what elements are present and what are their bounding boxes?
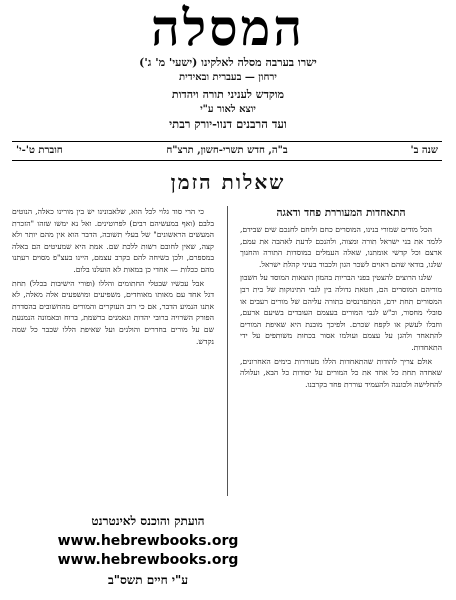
masthead-dedication: מוקדש לעניני תורה ויהדות: [171, 88, 285, 101]
masthead-title: המסלה: [151, 0, 305, 57]
masthead-publisher: יוצא לאור ע"י: [200, 104, 256, 115]
issue-number: חוברת ט'-י': [16, 145, 63, 156]
right-column: [240, 206, 442, 500]
issue-bar: [12, 141, 442, 161]
article-title: שאלות הזמן: [170, 170, 286, 194]
column-divider: [227, 206, 228, 496]
paragraph: אבל עכשיו שבטלי החתומים והללו (ופורי הישיבות בכלל) תחת דגל אחד עם מאותו מאוחדים, משפיעים ומושפעים אלה מאלה, לא אתנו הנמיע הדבר, אם כי רוב העוקרים והמורים מהחשובים בהסדרת הפורק השרויה ברובי יהדות ונאמנים ברשמת, ברוח ובאמונה הנמנעת שם על מורים בחדרים והולנים ועל שאיפת הללו שכבר כל שמה נקדש.: [12, 278, 214, 346]
masthead-rabbis: ועד הרבנים דנוו-יורק רבתי: [169, 117, 287, 131]
credit-line-1: הועתק והוכנס לאינטרנט: [91, 514, 205, 528]
masthead-edition: ירחון — בעברית ובאידית: [179, 72, 277, 83]
issue-date: ב"ה, חדש תשרי-חשון, תרצ"ח: [166, 145, 288, 156]
credit-url-1: www.hebrewbooks.org: [57, 533, 239, 549]
paragraph: שלנו הרוצים להצטין בפני הבריות בהמון הוצאות המוסד על חשבון מוריהם המוסרים הם, חטאת גדולה בין לגבי התינוקות של בית רבן המסורים תחת ידם, המתפרנסים בתורה עליהם של מורים רעבים או סובלי מחסור, וכ"ש לגבי המורים בעצמם העובדים בשיעם ארעם, וחבלו לעשק או לקפח שכרם. ולפיכך מובנת היא שאיפת המורים להתאחד ולהגן על עצמם ועולמו אסור בכחות משותפים על ידי התאחדות.: [240, 273, 442, 352]
credit-line-4: ע"י חיים תשס"ב: [107, 573, 189, 587]
credit-url-2: www.hebrewbooks.org: [57, 552, 239, 568]
issue-year: שנה ב': [410, 145, 438, 156]
paragraph: הכל מודים שמורי בנינו, המוסרים כחם וליחם לחנכם שים שבידם, ללמד את בני ישראל תורה ומצוה, ולהנכם לדעת לאהבה את עמם, ארצם וכל קדשי אומתנו, שאלה העמלים במוסדות התורה והחנוך שלנו, בודאי שהם ראוים לשכר הגון ולכבוד בעיני קהלת ישראל.: [240, 225, 442, 269]
paragraph: אולם צריך להודות שהתאחדות הללו מעוררות בימים האחרונים, שאחדה תחת כל אחד את כל המורים על יסודות כל הבא, ועלולה להחלישה ולכוננה ולהעמיד עוררת פחד בקרבנו.: [240, 356, 442, 389]
masthead-subtitle: ישרו בערבה מסלה לאלקינו (ישעי' מ' ג'): [139, 56, 317, 69]
paragraph: כי הרי סוד גלוי לכל הוא, שלאבונינו יש בין מורינו כאלה, הנוטים בלבם (ואף במעשיהם רבים) לפרוטינים. ואל נא ימשו שזהו "הזכרת המעשים הראשונים" של בעלי תשובה, הדבר הוא אין מהם יותר ולא קצה, שאין לחובם רשות ללכת שם. אמת היא שמעיטים הם באלה במספרם, ולכן בשיחה להם בקרב עצמם, היינו בעצ"פ מסוים רעתנו מהם ככלות — אחדי כן במאות לא הועלנו בלום.: [12, 207, 214, 274]
column-heading: התאחדות המעוררת פחד ודאגה: [276, 207, 406, 219]
left-column: [12, 206, 214, 500]
